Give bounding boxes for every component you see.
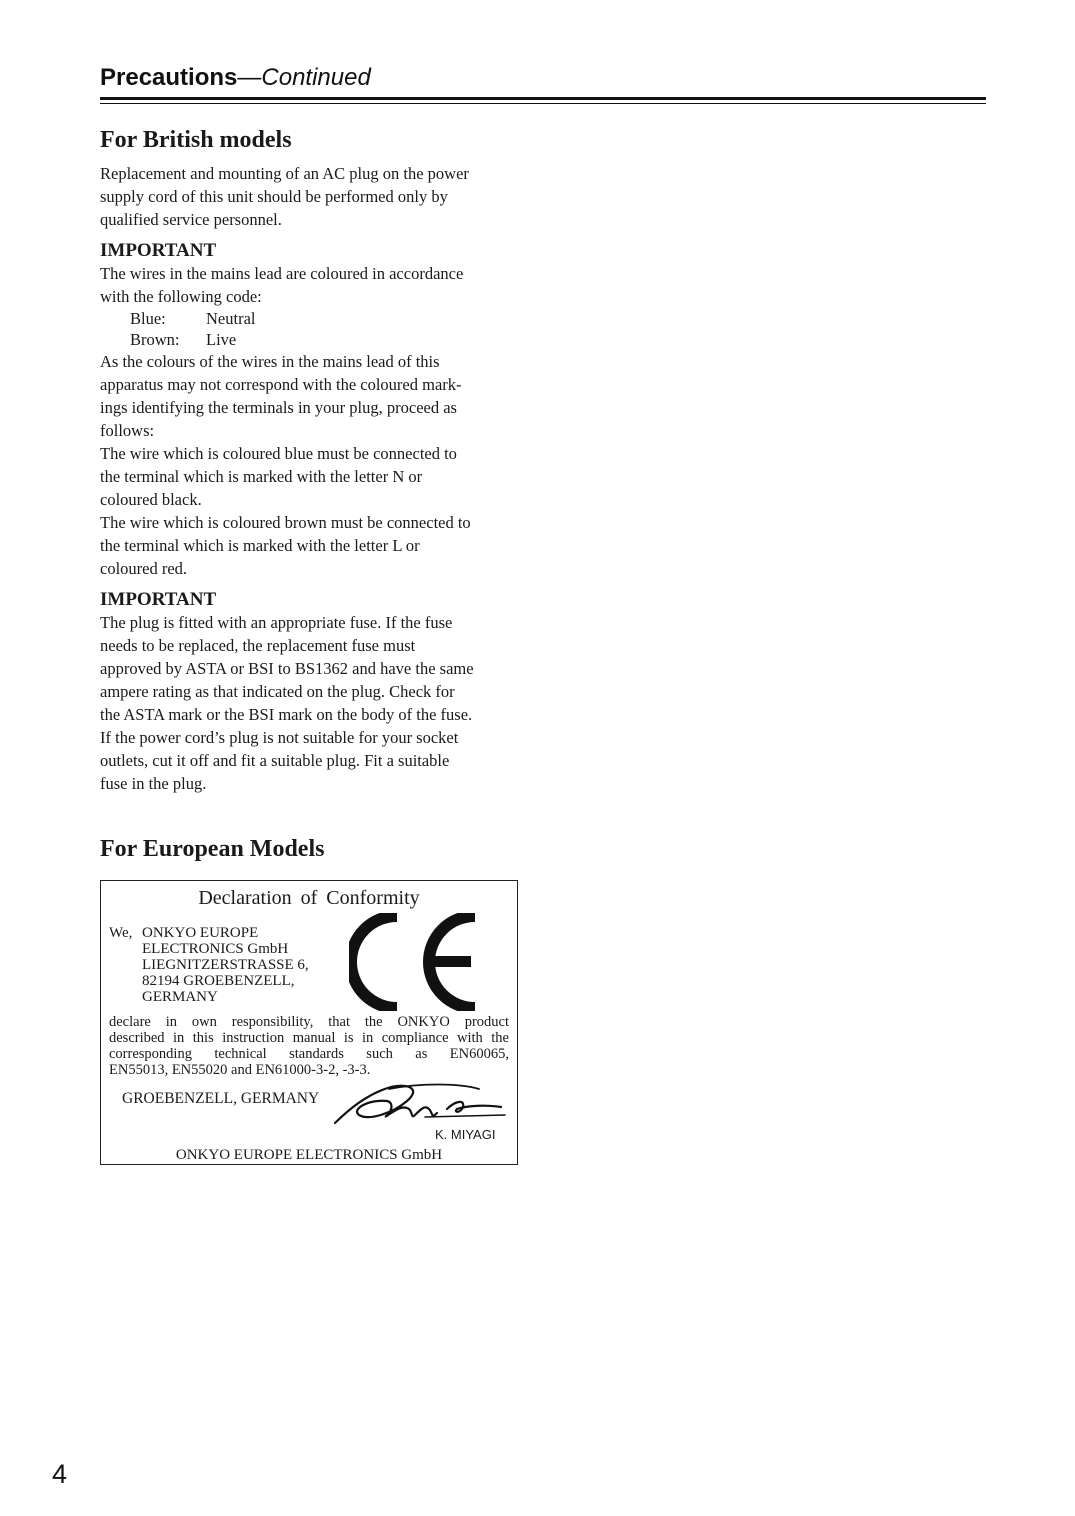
wire-color: Brown:	[130, 330, 180, 349]
address-line: ONKYO EUROPE	[142, 925, 259, 941]
text-line: Replacement and mounting of an AC plug on the power	[100, 164, 469, 183]
wire-meaning: Live	[206, 330, 237, 349]
declaration-we: We,	[109, 925, 133, 941]
text-line: the ASTA mark or the BSI mark on the body of the fuse.	[100, 705, 473, 724]
declaration-company: ONKYO EUROPE ELECTRONICS GmbH	[175, 1147, 443, 1163]
text-line: ings identifying the terminals in your plug, proceed as	[100, 398, 457, 417]
declaration-statement	[109, 1014, 509, 1078]
header-title-continued: —Continued	[237, 64, 371, 91]
text-line: the terminal which is marked with the letter L or	[100, 536, 420, 555]
european-heading: For European Models	[100, 836, 325, 862]
address-line: ELECTRONICS GmbH	[142, 941, 289, 957]
ce-mark-icon	[349, 913, 483, 1011]
wire-color: Blue:	[130, 309, 166, 328]
british-intro	[100, 162, 525, 231]
important-label-2: IMPORTANT	[100, 589, 217, 610]
text-line: coloured black.	[100, 490, 202, 509]
text-line: ampere rating as that indicated on the plug. Check for	[100, 682, 455, 701]
signer-name: K. MIYAGI	[435, 1127, 496, 1142]
address-line: LIEGNITZERSTRASSE 6,	[142, 957, 309, 973]
address-line: GERMANY	[142, 989, 218, 1005]
british-heading: For British models	[100, 127, 292, 153]
text-line: The wire which is coloured brown must be connected to	[100, 513, 471, 532]
text-line: As the colours of the wires in the mains lead of this	[100, 352, 440, 371]
text-line: the terminal which is marked with the letter N or	[100, 467, 423, 486]
wire-meaning: Neutral	[206, 309, 256, 328]
company-address	[142, 925, 309, 1005]
wire-code-row	[100, 329, 525, 350]
text-line: with the following code:	[100, 287, 262, 306]
declaration-of-conformity-box	[100, 880, 518, 1165]
header-rule-thin	[100, 103, 986, 104]
text-line: supply cord of this unit should be performed only by	[100, 187, 448, 206]
text-line: follows:	[100, 421, 155, 440]
header-title	[100, 62, 986, 94]
text-line: approved by ASTA or BSI to BS1362 and have the same	[100, 659, 474, 678]
text-line: If the power cord’s plug is not suitable for your socket	[100, 728, 459, 747]
signature-icon	[329, 1079, 507, 1131]
header-rule-thick	[100, 97, 986, 100]
statement-line: described in this instruction manual is in compliance with the	[109, 1030, 509, 1046]
address-line: 82194 GROEBENZELL,	[142, 973, 295, 989]
text-line: qualified service personnel.	[100, 210, 282, 229]
page-number: 4	[52, 1459, 68, 1489]
text-line: needs to be replaced, the replacement fuse must	[100, 636, 416, 655]
statement-line: corresponding technical standards such as EN60065,	[109, 1046, 509, 1062]
wire-code-row	[100, 308, 525, 329]
text-line: coloured red.	[100, 559, 188, 578]
text-line: The wires in the mains lead are coloured in accordance	[100, 264, 464, 283]
text-line: The plug is fitted with an appropriate fuse. If the fuse	[100, 613, 453, 632]
text-line: The wire which is coloured blue must be connected to	[100, 444, 457, 463]
page-header	[100, 62, 986, 94]
declaration-title: Declaration of Conformity	[198, 887, 420, 909]
important-1-text	[100, 262, 525, 580]
text-line: fuse in the plug.	[100, 774, 207, 793]
statement-line: EN55013, EN55020 and EN61000-3-2, -3-3.	[109, 1062, 371, 1078]
important-label-1: IMPORTANT	[100, 240, 217, 261]
main-column	[100, 126, 525, 1165]
important-2-text	[100, 611, 525, 795]
statement-line: declare in own responsibility, that the ONKYO product	[109, 1014, 509, 1030]
header-title-main: Precautions	[100, 64, 238, 91]
text-line: apparatus may not correspond with the coloured mark-	[100, 375, 462, 394]
text-line: outlets, cut it off and fit a suitable plug. Fit a suitable	[100, 751, 450, 770]
declaration-place: GROEBENZELL, GERMANY	[122, 1090, 320, 1107]
